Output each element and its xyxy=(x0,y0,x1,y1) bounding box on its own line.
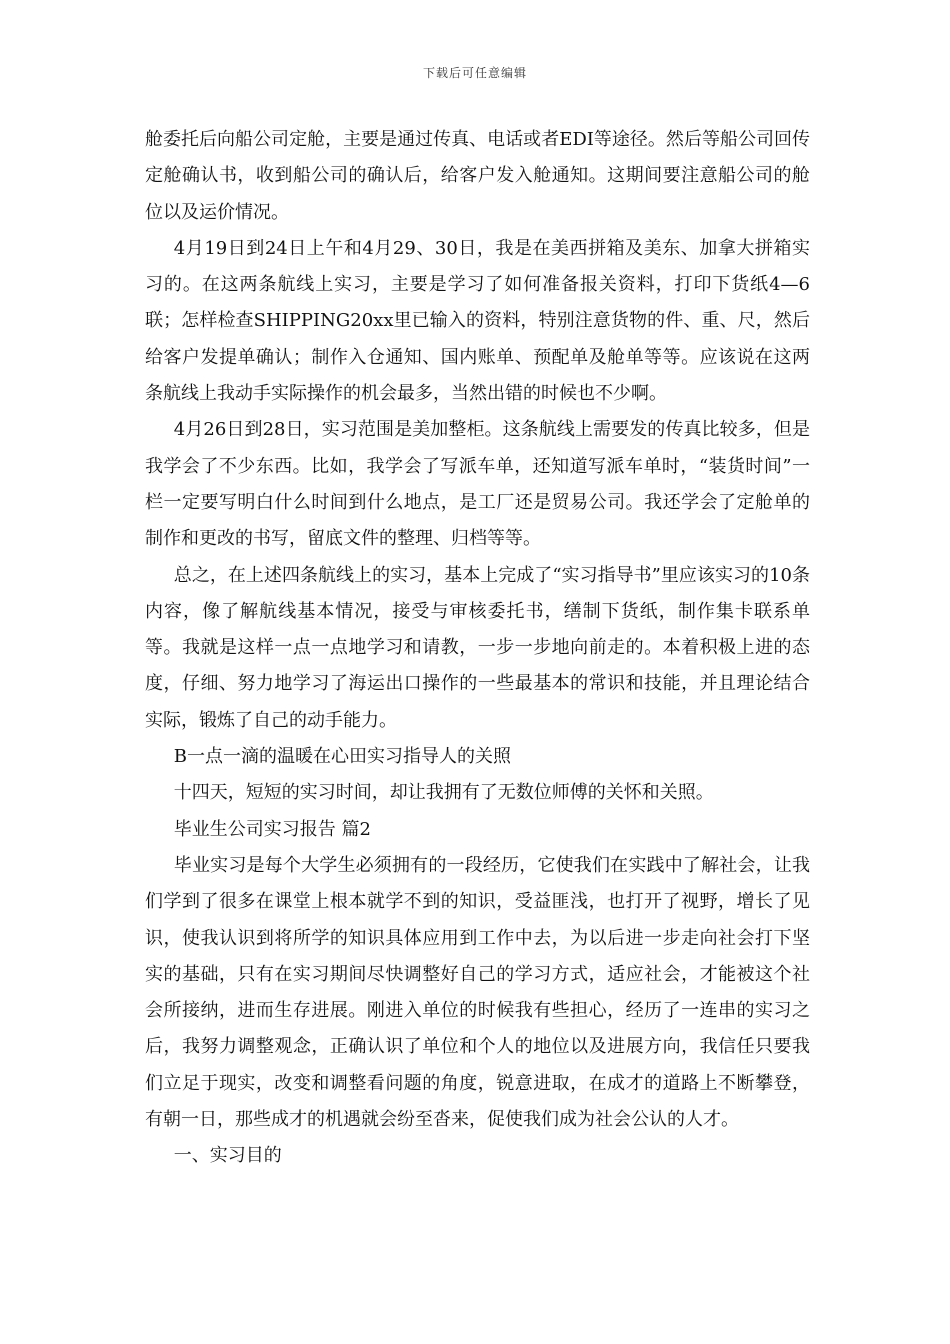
paragraph-4: 总之，在上述四条航线上的实习，基本上完成了“实习指导书”里应该实习的10条内容，像了解航线基本情况，接受与审核委托书，缮制下货纸，制作集卡联系单等。我就是这样一点一点地学习和请教，一步一步地向前走的。本着积极上进的态度，仔细、努力地学习了海运出口操作的一些最基本的常识和技能，并且理论结合实际，锻炼了自己的动手能力。 xyxy=(145,564,810,731)
section-heading-part-2: 毕业生公司实习报告 篇2 xyxy=(173,818,371,840)
paragraph-3: 4月26日到28日，实习范围是美加整柜。这条航线上需要发的传真比较多，但是我学会了不少东西。比如，我学会了写派车单，还知道写派车单时，“装货时间”一栏一定要写明白什么时间到什么地点，是工厂还是贸易公司。我还学会了定舱单的制作和更改的书写，留底文件的整理、归档等等。 xyxy=(145,419,810,550)
page-header-note: 下载后可任意编辑 xyxy=(422,66,527,80)
section-heading-objectives: 一、实习目的 xyxy=(173,1145,282,1167)
paragraph-1: 舱委托后向船公司定舱，主要是通过传真、电话或者EDI等途径。然后等船公司回传定舱确认书，收到船公司的确认后，给客户发入舱通知。这期间要注意船公司的舱位以及运价情况。 xyxy=(145,129,810,223)
paragraph-8: 毕业实习是每个大学生必须拥有的一段经历，它使我们在实践中了解社会，让我们学到了很多在课堂上根本就学不到的知识，受益匪浅，也打开了视野，增长了见识，使我认识到将所学的知识具体应用到工作中去，为以后进一步走向社会打下坚实的基础，只有在实习期间尽快调整好自己的学习方式，适应社会，才能被这个社会所接纳，进而生存进展。刚进入单位的时候我有些担心，经历了一连串的实习之后，我努力调整观念，正确认识了单位和个人的地位以及进展方向，我信任只要我们立足于现实，改变和调整看问题的角度，锐意进取，在成才的道路上不断攀登，有朝一日，那些成才的机遇就会纷至沓来，促使我们成为社会公认的人才。 xyxy=(145,854,810,1131)
paragraph-5-subheading: B一点一滴的温暖在心田实习指导人的关照 xyxy=(173,746,512,768)
paragraph-6: 十四天，短短的实习时间，却让我拥有了无数位师傅的关怀和关照。 xyxy=(173,782,714,804)
document-body xyxy=(145,122,810,1175)
paragraph-2: 4月19日到24日上午和4月29、30日，我是在美西拼箱及美东、加拿大拼箱实习的。在这两条航线上实习，主要是学习了如何准备报关资料，打印下货纸4—6联；怎样检查SHIPPING20xx里已输入的资料，特别注意货物的件、重、尺，然后给客户发提单确认；制作入仓通知、国内账单、预配单及舱单等等。应该说在这两条航线上我动手实际操作的机会最多，当然出错的时候也不少啊。 xyxy=(145,237,810,405)
